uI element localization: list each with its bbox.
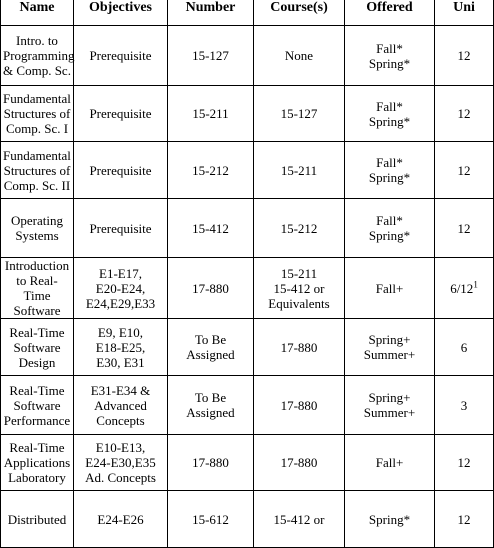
cell-name xyxy=(1,26,74,86)
cell-units xyxy=(435,199,494,258)
cell-line: E24,E29,E33 xyxy=(85,295,156,311)
cell-line: Fall* xyxy=(376,213,403,228)
cell-offered xyxy=(345,199,435,258)
cell-line: Real-Time xyxy=(9,324,65,340)
cell-number xyxy=(168,86,254,142)
cell-objectives xyxy=(74,435,168,491)
cell-line: 17-880 xyxy=(280,397,318,413)
cell-name xyxy=(1,319,74,376)
cell-units xyxy=(435,319,494,376)
cell-line: Spring+ xyxy=(368,390,411,405)
cell-number xyxy=(168,435,254,491)
cell-units xyxy=(435,86,494,142)
cell-line: 17-880 xyxy=(280,455,318,470)
cell-line: Intro. to xyxy=(16,33,58,48)
cell-offered xyxy=(345,491,435,548)
cell-line: Concepts xyxy=(96,412,145,428)
cell-courses xyxy=(254,258,345,319)
header-objectives: Objectives xyxy=(74,0,168,26)
cell-line: 15-212 xyxy=(192,162,229,178)
table-row xyxy=(1,258,494,319)
cell-line: E18-E25, xyxy=(95,339,146,355)
cell-number xyxy=(168,319,254,376)
cell-courses xyxy=(254,376,345,435)
cell-line: Operating xyxy=(11,213,63,228)
cell-number xyxy=(168,199,254,258)
cell-offered xyxy=(345,376,435,435)
cell-line: Fall* xyxy=(376,155,403,170)
cell-line: Software xyxy=(13,397,61,413)
cell-units xyxy=(435,435,494,491)
units-value: 12 xyxy=(457,162,471,178)
cell-number xyxy=(168,258,254,319)
cell-offered xyxy=(345,319,435,376)
cell-line: & Comp. Sc. xyxy=(3,63,71,78)
cell-line: E20-E24, xyxy=(95,280,146,296)
cell-offered xyxy=(345,258,435,319)
cell-objectives xyxy=(74,26,168,86)
cell-units xyxy=(435,142,494,199)
cell-line: Programming xyxy=(3,48,75,63)
cell-line: Fall* xyxy=(376,98,403,114)
cell-number xyxy=(168,491,254,548)
cell-line: 17-880 xyxy=(192,280,229,296)
cell-line: Spring* xyxy=(368,170,411,185)
cell-courses xyxy=(254,491,345,548)
header-units: Uni xyxy=(435,0,494,26)
cell-line: E24-E30,E35 xyxy=(85,455,156,470)
units-value: 6 xyxy=(460,339,468,355)
cell-offered xyxy=(345,142,435,199)
cell-offered xyxy=(345,86,435,142)
table-row xyxy=(1,435,494,491)
cell-units xyxy=(435,376,494,435)
cell-line: Summer+ xyxy=(363,347,416,362)
header-number: Number xyxy=(168,0,254,26)
cell-line: To Be xyxy=(194,332,227,347)
cell-courses xyxy=(254,319,345,376)
cell-line: 15-127 xyxy=(192,48,229,63)
cell-line: 15-211 xyxy=(192,106,229,121)
cell-line: E1-E17, xyxy=(99,265,142,281)
header-offered: Offered xyxy=(345,0,435,26)
cell-line: Spring* xyxy=(368,228,411,243)
cell-name xyxy=(1,199,74,258)
cell-line: E10-E13, xyxy=(95,440,146,455)
units-value: 6/12 xyxy=(450,280,474,296)
cell-line: 15-211 xyxy=(280,162,318,178)
cell-line: Applications xyxy=(3,455,71,470)
cell-line: 15-412 or xyxy=(273,511,325,527)
header-courses: Course(s) xyxy=(254,0,345,26)
cell-line: Fall+ xyxy=(375,455,404,470)
cell-line: Fall* xyxy=(376,40,403,56)
cell-line: Ad. Concepts xyxy=(85,470,156,485)
cell-line: Software xyxy=(13,339,61,355)
cell-line: Equivalents xyxy=(268,295,330,311)
cell-line: 15-211 xyxy=(280,265,318,281)
cell-line: 15-412 or xyxy=(273,280,325,296)
table-row xyxy=(1,376,494,435)
units-footnote: 1 xyxy=(473,279,478,290)
cell-units xyxy=(435,26,494,86)
cell-line: Fall+ xyxy=(375,280,404,296)
cell-name xyxy=(1,435,74,491)
table-row xyxy=(1,86,494,142)
cell-line: Summer+ xyxy=(363,405,416,420)
cell-objectives xyxy=(74,258,168,319)
cell-line: Software xyxy=(13,303,61,318)
units-value: 12 xyxy=(457,48,471,63)
table-row xyxy=(1,199,494,258)
cell-line: E30, E31 xyxy=(96,354,145,370)
cell-line: 15-212 xyxy=(280,220,318,236)
table-body xyxy=(1,26,494,548)
cell-line: None xyxy=(284,48,314,63)
header-row xyxy=(1,0,494,26)
cell-objectives xyxy=(74,376,168,435)
cell-line: Prerequisite xyxy=(89,220,152,236)
cell-line: Structures of xyxy=(3,106,71,121)
cell-line: Assigned xyxy=(186,347,235,362)
cell-line: Design xyxy=(18,354,56,370)
cell-number xyxy=(168,26,254,86)
cell-line: Prerequisite xyxy=(89,106,152,121)
cell-objectives xyxy=(74,142,168,199)
cell-line: Real-Time xyxy=(9,440,65,455)
cell-line: Distributed xyxy=(7,511,67,527)
cell-objectives xyxy=(74,199,168,258)
cell-line: E31-E34 & xyxy=(90,382,151,398)
cell-line: Spring+ xyxy=(368,332,411,347)
cell-line: Assigned xyxy=(186,405,235,420)
cell-courses xyxy=(254,26,345,86)
cell-number xyxy=(168,142,254,199)
header-name: Name xyxy=(1,0,74,26)
table-row xyxy=(1,26,494,86)
cell-name xyxy=(1,86,74,142)
cell-line: To Be xyxy=(194,390,227,405)
cell-line: Systems xyxy=(15,228,59,243)
cell-courses xyxy=(254,86,345,142)
cell-number xyxy=(168,376,254,435)
cell-objectives xyxy=(74,86,168,142)
cell-units xyxy=(435,258,494,319)
cell-line: 17-880 xyxy=(280,339,318,355)
cell-line: E24-E26 xyxy=(97,511,144,527)
cell-name xyxy=(1,491,74,548)
cell-line: Comp. Sc. I xyxy=(5,121,69,136)
cell-units xyxy=(435,491,494,548)
units-value: 12 xyxy=(457,511,471,527)
cell-line: Spring* xyxy=(368,55,411,71)
table-row xyxy=(1,491,494,548)
cell-offered xyxy=(345,26,435,86)
cell-line: to Real-Time xyxy=(16,273,58,303)
cell-line: Spring* xyxy=(368,511,411,527)
cell-courses xyxy=(254,435,345,491)
cell-line: Comp. Sc. II xyxy=(3,177,71,193)
cell-line: Laboratory xyxy=(8,470,66,485)
cell-line: Advanced xyxy=(94,397,147,413)
cell-line: Prerequisite xyxy=(89,162,152,178)
cell-line: Structures of xyxy=(3,162,71,178)
cell-line: 15-412 xyxy=(192,220,229,236)
cell-objectives xyxy=(74,319,168,376)
cell-name xyxy=(1,258,74,319)
cell-objectives xyxy=(74,491,168,548)
cell-line: Performance xyxy=(3,412,71,428)
cell-line: Spring* xyxy=(368,113,411,129)
cell-line: Prerequisite xyxy=(89,48,152,63)
cell-courses xyxy=(254,199,345,258)
table-row xyxy=(1,142,494,199)
table-row xyxy=(1,319,494,376)
cell-name xyxy=(1,376,74,435)
cell-name xyxy=(1,142,74,199)
cell-line: Fundamental xyxy=(3,147,71,163)
cell-line: E9, E10, xyxy=(97,324,144,340)
units-value: 12 xyxy=(457,106,471,121)
units-value: 3 xyxy=(460,397,468,413)
units-value: 12 xyxy=(457,455,471,470)
cell-offered xyxy=(345,435,435,491)
cell-line: 15-612 xyxy=(192,511,229,527)
cell-line: Introduction xyxy=(4,258,70,273)
cell-line: 15-127 xyxy=(280,106,318,121)
units-value: 12 xyxy=(457,220,471,236)
cell-courses xyxy=(254,142,345,199)
cell-line: Fundamental xyxy=(3,91,71,106)
cell-line: Real-Time xyxy=(9,382,65,398)
cell-line: 17-880 xyxy=(192,455,229,470)
